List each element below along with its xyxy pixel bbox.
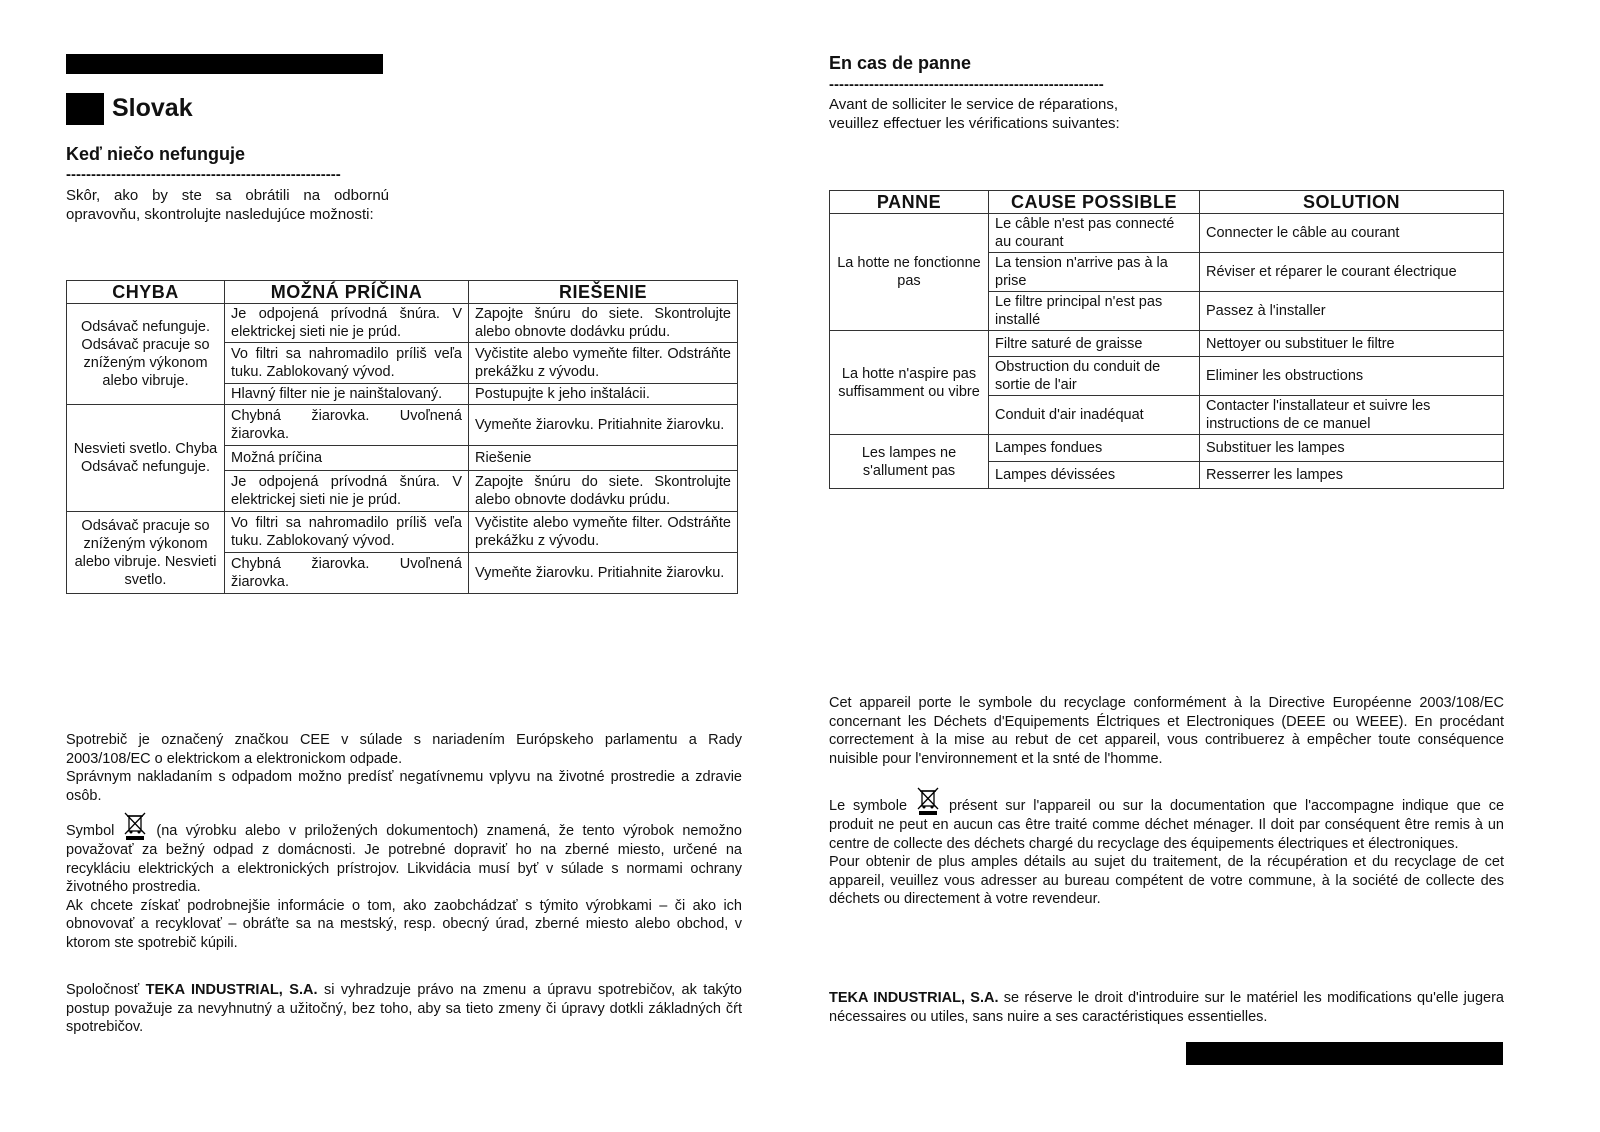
solution-cell: Vymeňte žiarovku. Pritiahnite žiarovku. bbox=[469, 553, 738, 594]
weee-notice-fr bbox=[829, 694, 1504, 909]
cause-cell: Obstruction du conduit de sortie de l'air bbox=[989, 357, 1200, 396]
solution-cell: Vyčistite alebo vymeňte filter. Odstráňte prekážku z vývodu. bbox=[469, 343, 738, 384]
fault-cell: Nesvieti svetlo. Chyba Odsávač nefunguje. bbox=[67, 405, 225, 512]
weee-symbol-text: (na výrobku alebo v priložených dokumentoch) znamená, že tento výrobok nemožno považovať za bežný odpad z domácnosti. Je potrebné dopraviť ho na zberné miesto, určené na recykláciu elektrických a elektronických prístrojov. Likvidácia musí byť v súlade s normami ochrany životného prostredia. bbox=[66, 823, 742, 895]
header-fault: CHYBA bbox=[67, 281, 225, 304]
header-solution: SOLUTION bbox=[1200, 191, 1504, 214]
company-name: TEKA INDUSTRIAL, S.A. bbox=[145, 982, 318, 998]
solution-cell: Vymeňte žiarovku. Pritiahnite žiarovku. bbox=[469, 405, 738, 446]
company-text: se réserve le droit d'introduire sur le matériel les modifications qu'elle jugera nécessaires ou utiles, sans nuire a ses caractéristiques essentielles. bbox=[829, 990, 1504, 1025]
header-fault: PANNE bbox=[830, 191, 989, 214]
weee-paragraph bbox=[829, 786, 1504, 853]
solution-cell: Zapojte šnúru do siete. Skontrolujte alebo obnovte dodávku prúdu. bbox=[469, 471, 738, 512]
intro-fr: Avant de solliciter le service de réparations, veuillez effectuer les vérifications suivantes: bbox=[829, 96, 1120, 132]
company-text: si vyhradzuje právo na zmenu a úpravu spotrebičov, ak takýto postup považuje za nevyhnutný a užitočný, bez toho, aby sa tieto zmeny či úpravy dotkli základných čŕt spotrebičov. bbox=[66, 982, 742, 1035]
cause-cell: Chybná žiarovka. Uvoľnená žiarovka. bbox=[225, 553, 469, 594]
solution-cell: Nettoyer ou substituer le filtre bbox=[1200, 331, 1504, 357]
section-title-fr: En cas de panne bbox=[829, 53, 972, 73]
weee-paragraph: Cet appareil porte le symbole du recyclage conformément à la Directive Européenne 2003/108/EC concernant les Déchets d'Equipements Élctriques et Electroniques (DEEE ou WEEE). En procédant correctement à la mise au rebut de cet appareil, vous contribuerez à empêcher toute conséquence nuisible pour l'environnement et la snté de l'homme. bbox=[829, 695, 1504, 767]
weee-paragraph: Ak chcete získať podrobnejšie informácie o tom, ako zaobchádzať s týmito výrobkami – či ako ich obnovovať a recyklovať – obráťte sa na mestský, resp. obecný úrad, zberné miesto alebo obchod, v ktorom ste spotrebič kúpili. bbox=[66, 897, 742, 951]
cause-cell: Je odpojená prívodná šnúra. V elektrickej sieti nie je prúd. bbox=[225, 471, 469, 512]
solution-cell: Connecter le câble au courant bbox=[1200, 214, 1504, 253]
cause-cell: Chybná žiarovka. Uvoľnená žiarovka. bbox=[225, 405, 469, 446]
cause-cell: Le câble n'est pas connecté au courant bbox=[989, 214, 1200, 253]
table-header-row bbox=[830, 191, 1504, 214]
language-title: Slovak bbox=[112, 94, 193, 122]
solution-cell: Vyčistite alebo vymeňte filter. Odstráňte prekážku z vývodu. bbox=[469, 512, 738, 553]
solution-cell: Zapojte šnúru do siete. Skontrolujte alebo obnovte dodávku prúdu. bbox=[469, 304, 738, 343]
cause-cell: Le filtre principal n'est pas installé bbox=[989, 292, 1200, 331]
cause-cell: Hlavný filter nie je nainštalovaný. bbox=[225, 384, 469, 405]
weee-paragraph: Spotrebič je označený značkou CEE v súlade s nariadením Európskeho parlamentu a Rady 2003/108/EC o elektrickom a elektronickom odpade. bbox=[66, 732, 742, 767]
fault-cell: La hotte ne fonctionne pas bbox=[830, 214, 989, 331]
section-underline-fr: ------------------------------------------------------- bbox=[829, 78, 1104, 92]
company-notice-fr bbox=[829, 989, 1504, 1026]
company-prefix: Spoločnosť bbox=[66, 982, 140, 998]
crossed-out-wheelie-bin-icon bbox=[120, 811, 150, 841]
cause-cell: Lampes fondues bbox=[989, 435, 1200, 462]
table-row bbox=[830, 331, 1504, 357]
table-row bbox=[830, 214, 1504, 253]
solution-cell: Resserrer les lampes bbox=[1200, 462, 1504, 489]
company-notice-sk bbox=[66, 981, 742, 1037]
weee-paragraph bbox=[66, 811, 742, 897]
language-marker-box bbox=[66, 93, 104, 125]
solution-cell: Contacter l'installateur et suivre les instructions de ce manuel bbox=[1200, 396, 1504, 435]
solution-cell: Postupujte k jeho inštalácii. bbox=[469, 384, 738, 405]
table-row bbox=[67, 512, 738, 553]
section-underline-sk: ------------------------------------------------------- bbox=[66, 168, 341, 182]
solution-cell: Substituer les lampes bbox=[1200, 435, 1504, 462]
solution-cell: Passez à l'installer bbox=[1200, 292, 1504, 331]
solution-cell: Réviser et réparer le courant électrique bbox=[1200, 253, 1504, 292]
solution-cell: Riešenie bbox=[469, 446, 738, 471]
table-header-row bbox=[67, 281, 738, 304]
cause-cell: Lampes dévissées bbox=[989, 462, 1200, 489]
weee-notice-sk bbox=[66, 731, 742, 952]
table-row bbox=[67, 304, 738, 343]
fault-cell: La hotte n'aspire pas suffisamment ou vibre bbox=[830, 331, 989, 435]
troubleshooting-table-fr bbox=[829, 190, 1504, 489]
cause-cell: Conduit d'air inadéquat bbox=[989, 396, 1200, 435]
header-solution: RIEŠENIE bbox=[469, 281, 738, 304]
fault-cell: Odsávač pracuje so zníženým výkonom alebo vibruje. Nesvieti svetlo. bbox=[67, 512, 225, 594]
crossed-out-wheelie-bin-icon bbox=[913, 786, 943, 816]
symbol-label: Symbol bbox=[66, 823, 115, 839]
cause-cell: Vo filtri sa nahromadilo príliš veľa tuku. Zablokovaný vývod. bbox=[225, 512, 469, 553]
section-title-sk: Keď niečo nefunguje bbox=[66, 144, 245, 164]
cause-cell: Filtre saturé de graisse bbox=[989, 331, 1200, 357]
weee-symbol-text: présent sur l'appareil ou sur la documentation que l'accompagne indique que ce produit ne peut en aucun cas être traité comme déchet ménager. Il doit par conséquent être remis à un centre de collecte des déchets chargé du recyclage des équipements électriques et électroniques. bbox=[829, 798, 1505, 852]
solution-cell: Eliminer les obstructions bbox=[1200, 357, 1504, 396]
cause-cell: La tension n'arrive pas à la prise bbox=[989, 253, 1200, 292]
cause-cell: Vo filtri sa nahromadilo príliš veľa tuku. Zablokovaný vývod. bbox=[225, 343, 469, 384]
cause-cell: Je odpojená prívodná šnúra. V elektrickej sieti nie je prúd. bbox=[225, 304, 469, 343]
table-row bbox=[830, 435, 1504, 462]
fault-cell: Les lampes ne s'allument pas bbox=[830, 435, 989, 489]
header-cause: MOŽNÁ PRÍČINA bbox=[225, 281, 469, 304]
header-black-bar bbox=[66, 54, 383, 74]
table-row bbox=[67, 405, 738, 446]
company-name: TEKA INDUSTRIAL, S.A. bbox=[829, 990, 999, 1006]
cause-cell: Možná príčina bbox=[225, 446, 469, 471]
intro-sk: Skôr, ako by ste sa obrátili na odbornú opravovňu, skontrolujte nasledujúce možnosti: bbox=[66, 187, 389, 223]
weee-paragraph: Pour obtenir de plus amples détails au sujet du traitement, de la récupération et du recyclage de cet appareil, veuillez vous adresser au bureau compétent de votre commune, à la société de collecte des déchets ou directement à votre revendeur. bbox=[829, 854, 1504, 907]
header-cause: CAUSE POSSIBLE bbox=[989, 191, 1200, 214]
fault-cell: Odsávač nefunguje. Odsávač pracuje so zníženým výkonom alebo vibruje. bbox=[67, 304, 225, 405]
footer-black-bar bbox=[1186, 1042, 1503, 1065]
weee-paragraph: Správnym nakladaním s odpadom možno predísť negatívnemu vplyvu na životné prostredie a zdravie osôb. bbox=[66, 769, 742, 804]
troubleshooting-table-sk bbox=[66, 280, 738, 594]
symbol-label: Le symbole bbox=[829, 798, 908, 814]
